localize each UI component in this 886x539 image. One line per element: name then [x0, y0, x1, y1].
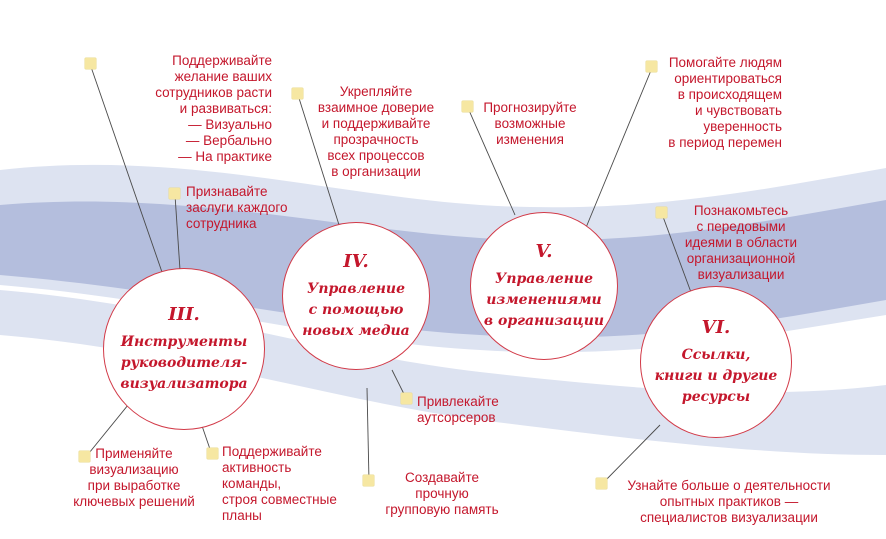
circle-title: Управление изменениями в организации [483, 270, 605, 329]
note-advanced-ideas: Познакомьтесь с передовыми идеями в области организационной визуализации [684, 203, 798, 282]
connector-recognize-merits [175, 195, 180, 270]
marker-strengthen-trust [292, 88, 303, 99]
note-apply-visualization: Применяйте визуализацию при выработке ключевых решений [73, 446, 195, 509]
note-group-memory: Создавайте прочную групповую память [385, 470, 499, 517]
circle-numeral: IV. [343, 250, 369, 272]
circle-change-management [470, 212, 618, 360]
note-support-growth: Поддерживайте желание ваших сотрудников расти и развиваться: — Визуально — Вербально — На практике [155, 53, 272, 164]
circle-numeral: III. [168, 303, 200, 325]
circle-visualizer-tools [103, 268, 265, 430]
marker-forecast-changes [462, 101, 473, 112]
circle-new-media [282, 222, 430, 370]
marker-support-growth [85, 58, 96, 69]
marker-recognize-merits [169, 188, 180, 199]
note-attract-outsourcers: Привлекайте аутсорсеров [417, 394, 499, 425]
circle-resources [640, 286, 792, 438]
circle-title: Инструменты руководителя- визуализатора [120, 333, 248, 392]
note-learn-practitioners: Узнайте больше о деятельности опытных практиков — специалистов визуализации [627, 478, 831, 525]
marker-advanced-ideas [656, 207, 667, 218]
circle-title: Ссылки, книги и другие ресурсы [654, 346, 778, 405]
marker-support-team [207, 448, 218, 459]
circle-numeral: VI. [701, 316, 731, 338]
connector-group-memory [367, 388, 369, 481]
marker-attract-outsourcers [401, 393, 412, 404]
note-support-team: Поддерживайте активность команды, строя совместные планы [222, 444, 337, 523]
connector-learn-practitioners [602, 425, 660, 484]
circle-title: Управление с помощью новых медиа [302, 280, 410, 339]
note-help-orient: Помогайте людям ориентироваться в происходящем и чувствовать уверенность в период перемен [668, 55, 782, 150]
note-forecast-changes: Прогнозируйте возможные изменения [483, 100, 577, 147]
note-strengthen-trust: Укрепляйте взаимное доверие и поддерживайте прозрачность всех процессов в организации [317, 84, 435, 179]
note-recognize-merits: Признавайте заслуги каждого сотрудника [186, 184, 288, 231]
circle-numeral: V. [535, 240, 553, 262]
